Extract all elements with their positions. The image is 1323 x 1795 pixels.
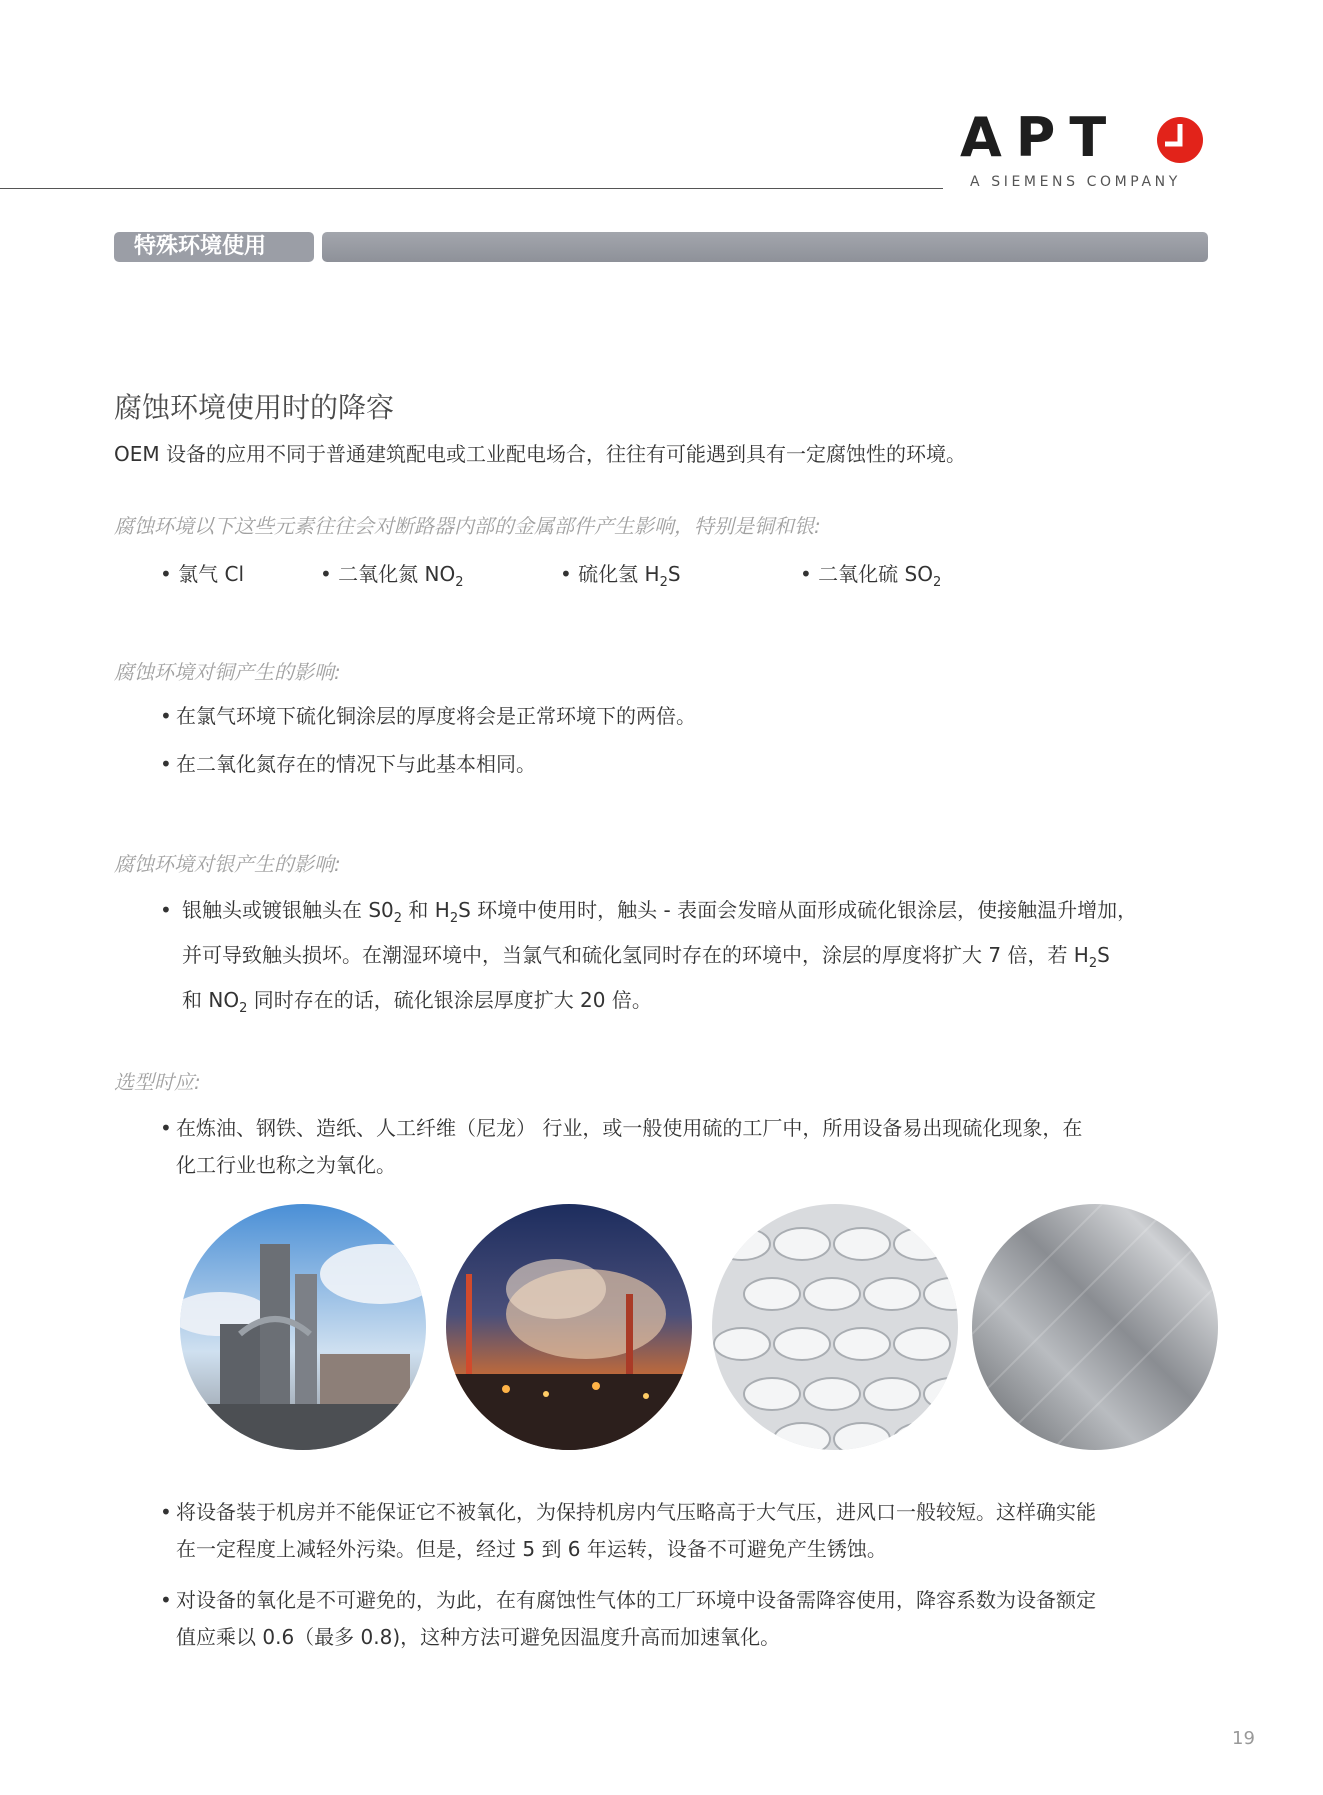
- logo-tagline: A SIEMENS COMPANY: [970, 174, 1181, 190]
- copper-heading: 腐蚀环境对铜产生的影响:: [114, 660, 341, 684]
- fiber-weave-photo: [712, 1204, 958, 1450]
- intro-text: OEM 设备的应用不同于普通建筑配电或工业配电场合，往往有可能遇到具有一定腐蚀性的环境。: [114, 442, 966, 466]
- page-title: 腐蚀环境使用时的降容: [114, 391, 395, 424]
- silver-heading: 腐蚀环境对银产生的影响:: [114, 852, 341, 876]
- list-item: • 对设备的氧化是不可避免的，为此，在有腐蚀性气体的工厂环境中设备需降容使用，降容系数为设备额定 值应乘以 0.6（最多 0.8)，这种方法可避免因温度升高而加速氧化。: [160, 1588, 1096, 1649]
- section-tag-bar: [322, 232, 1208, 262]
- list-item: • 在二氧化氮存在的情况下与此基本相同。: [160, 752, 536, 776]
- refinery-photo: [180, 1204, 426, 1450]
- selection-heading: 选型时应:: [114, 1070, 201, 1094]
- elements-heading: 腐蚀环境以下这些元素往往会对断路器内部的金属部件产生影响，特别是铜和银:: [114, 514, 821, 538]
- apt-logo: [960, 108, 1210, 198]
- brushed-metal-photo: [972, 1204, 1218, 1450]
- page-number: 19: [1232, 1728, 1255, 1749]
- section-tag: 特殊环境使用: [114, 232, 314, 262]
- list-item: • 在氯气环境下硫化铜涂层的厚度将会是正常环境下的两倍。: [160, 704, 696, 728]
- logo-wordmark: APT: [960, 106, 1121, 169]
- clock-mark-icon: [1156, 116, 1204, 164]
- element-item: • 二氧化氮 $NO_2$: [320, 562, 464, 590]
- steel-plant-photo: [446, 1204, 692, 1450]
- header-rule: [0, 188, 943, 189]
- list-item: • 将设备装于机房并不能保证它不被氧化，为保持机房内气压略高于大气压，进风口一般较短。这样确实能 在一定程度上减轻外污染。但是，经过 5 到 6 年运转，设备不可避免产生锈蚀。: [160, 1500, 1096, 1561]
- list-item: • 在炼油、钢铁、造纸、人工纤维（尼龙） 行业，或一般使用硫的工厂中，所用设备易出现硫化现象，在 化工行业也称之为氧化。: [160, 1116, 1083, 1177]
- element-item: • 硫化氢 $H_2S$: [560, 562, 681, 590]
- list-item: • 银触头或镀银触头在 $S0_2$ 和 $H_2S$ 环境中使用时，触头 - 表面会发暗从面形成硫化银涂层，使接触温升增加， 并可导致触头损坏。在潮湿环境中，当氯气和硫化氢同时存在的环境中，涂层的厚度将扩大 7 倍，若 $H_2S$ 和 $NO_2$ 同时存在的话，硫化银涂层厚度扩大 20 倍。: [160, 898, 1138, 1016]
- element-item: • 二氧化硫 $SO_2$: [800, 562, 942, 590]
- element-item: • 氯气 Cl: [160, 562, 245, 586]
